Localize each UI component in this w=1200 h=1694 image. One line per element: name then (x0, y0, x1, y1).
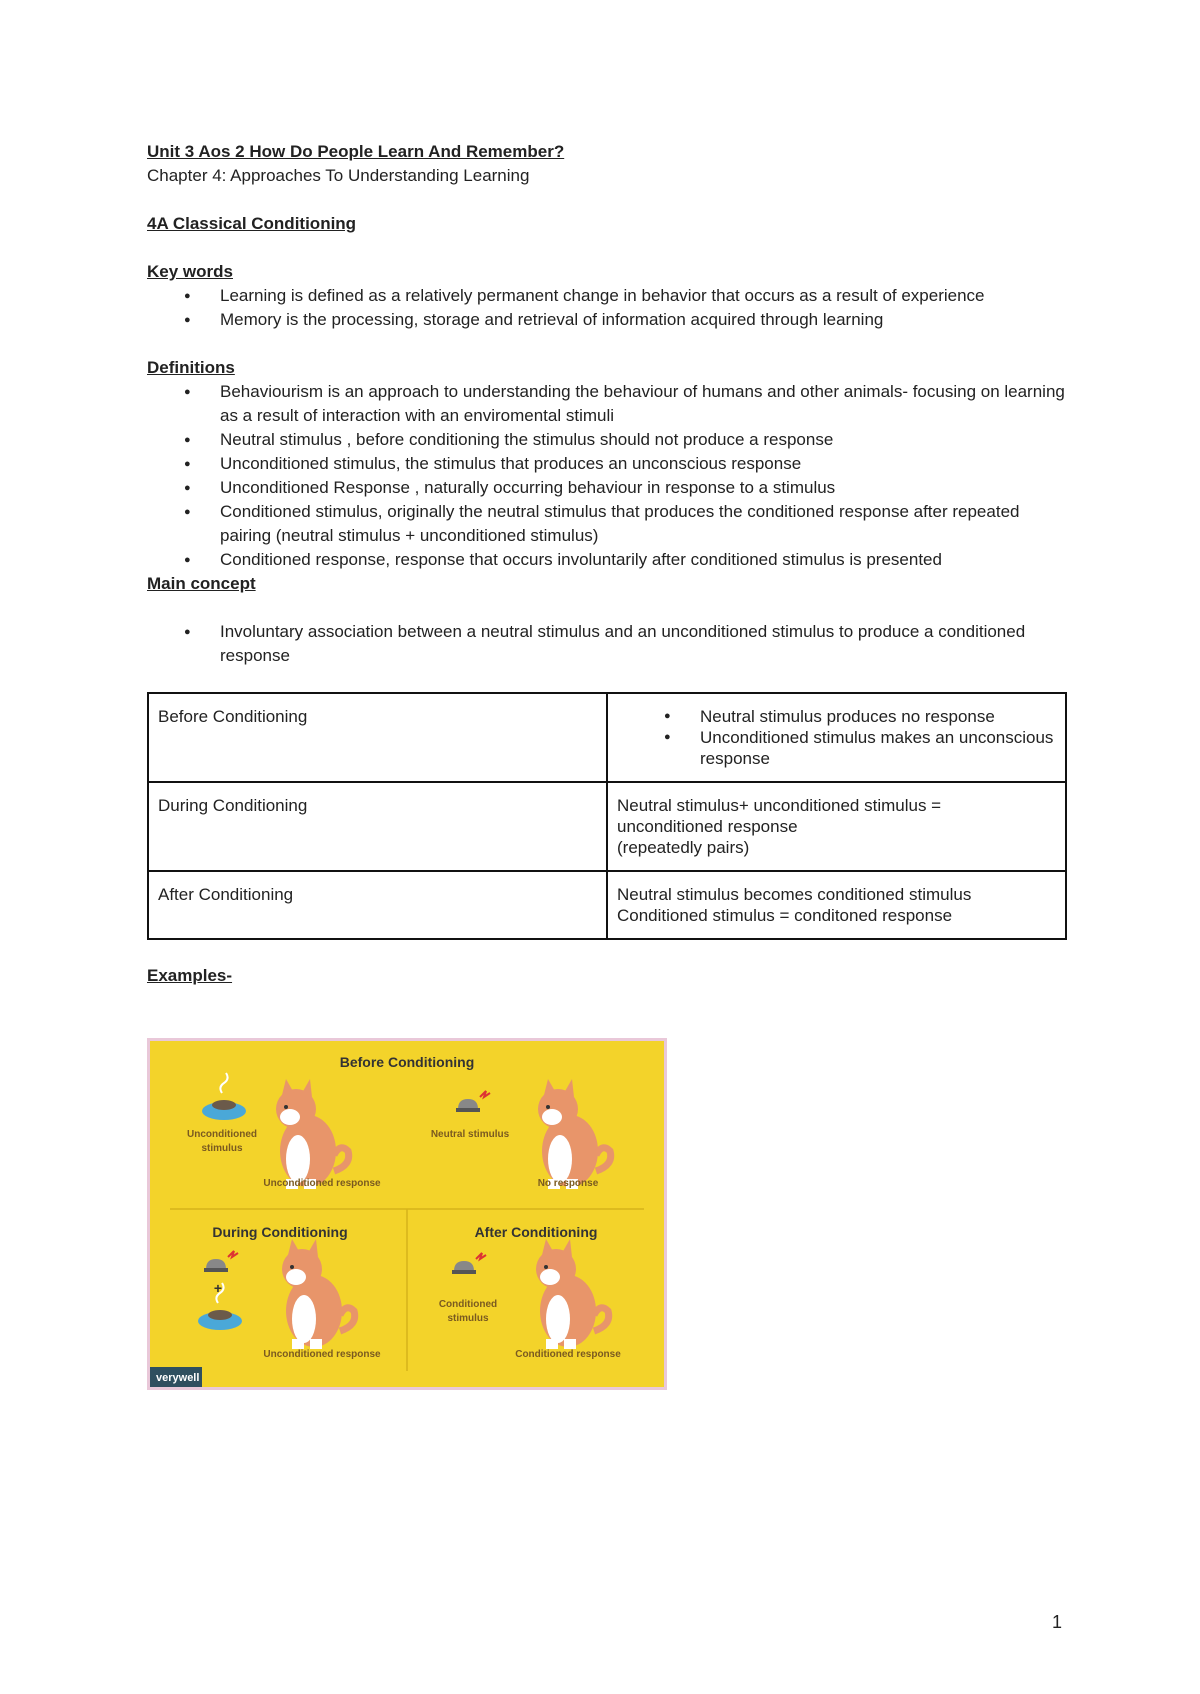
figure-label-unconditioned-stimulus: Unconditioned (187, 1129, 257, 1140)
bell-icon (456, 1091, 490, 1112)
definitions-list (147, 380, 1067, 572)
figure-label-conditioned-stimulus: stimulus (447, 1313, 489, 1324)
figure-label-unconditioned-response: Unconditioned response (263, 1178, 381, 1189)
table-cell-stage: Before Conditioning (148, 693, 607, 782)
figure-label-unconditioned-response: Unconditioned response (263, 1349, 381, 1360)
list-item: ● Memory is the processing, storage and retrieval of information acquired through learning (220, 308, 1067, 332)
list-item: ● Unconditioned Response , naturally occurring behaviour in response to a stimulus (220, 476, 1067, 500)
figure-illustration (150, 1041, 664, 1387)
table-cell-description (607, 693, 1066, 782)
main-concept-heading: Main concept (147, 574, 256, 593)
table-row (148, 782, 1066, 871)
bell-icon (204, 1251, 238, 1272)
table-cell-stage: After Conditioning (148, 871, 607, 939)
dog-icon (282, 1239, 355, 1349)
page-number: 1 (1052, 1612, 1063, 1632)
table-cell-stage: During Conditioning (148, 782, 607, 871)
table-row (148, 693, 1066, 782)
table-row (148, 871, 1066, 939)
list-item: ● Neutral stimulus produces no response (700, 706, 1056, 727)
key-words-heading: Key words (147, 262, 233, 281)
list-item: ● Unconditioned stimulus makes an unconscious response (700, 727, 1056, 769)
list-item: ● Involuntary association between a neutral stimulus and an unconditioned stimulus to produce a conditioned response (220, 620, 1067, 668)
food-bowl-icon (202, 1073, 246, 1120)
table-cell-description: Neutral stimulus+ unconditioned stimulus = unconditioned response (repeatedly pairs) (607, 782, 1066, 871)
key-words-list (147, 284, 1067, 332)
list-item: ● Unconditioned stimulus, the stimulus that produces an unconscious response (220, 452, 1067, 476)
figure-after-title: After Conditioning (474, 1224, 598, 1240)
table-cell-bullets (617, 706, 1056, 769)
figure-label-unconditioned-stimulus: stimulus (201, 1143, 243, 1154)
figure-label-conditioned-response: Conditioned response (515, 1349, 621, 1360)
list-item: ● Behaviourism is an approach to understanding the behaviour of humans and other animals- focusing on learning as a result of interaction with an enviromental stimuli (220, 380, 1067, 428)
figure-label-conditioned-stimulus: Conditioned (438, 1299, 498, 1310)
list-item: ● Conditioned stimulus, originally the neutral stimulus that produces the conditioned response after repeated pairing (neutral stimulus + unconditioned stimulus) (220, 500, 1067, 548)
section-heading: 4A Classical Conditioning (147, 214, 357, 233)
list-item: ● Conditioned response, response that occurs involuntarily after conditioned stimulus is presented (220, 548, 1067, 572)
dog-icon (538, 1079, 611, 1189)
bell-icon (452, 1253, 486, 1274)
dog-icon (536, 1239, 609, 1349)
document-title: Unit 3 Aos 2 How Do People Learn And Remember? (147, 142, 565, 161)
figure-label-neutral-stimulus: Neutral stimulus (430, 1129, 510, 1140)
examples-heading: Examples- (147, 966, 233, 985)
figure-plus-sign: + (213, 1280, 223, 1296)
brand-logo: verywell (156, 1372, 200, 1384)
figure-label-no-response: No response (537, 1178, 599, 1189)
document-page (147, 140, 1067, 988)
chapter-subtitle: Chapter 4: Approaches To Understanding Learning (147, 166, 530, 185)
classical-conditioning-figure (147, 1038, 667, 1390)
table-cell-description: Neutral stimulus becomes conditioned stimulus Conditioned stimulus = conditoned response (607, 871, 1066, 939)
list-item: ● Learning is defined as a relatively permanent change in behavior that occurs as a result of experience (220, 284, 1067, 308)
dog-icon (276, 1079, 349, 1189)
figure-before-title: Before Conditioning (339, 1054, 475, 1070)
conditioning-table (147, 692, 1067, 940)
main-concept-list (147, 620, 1067, 668)
figure-during-title: During Conditioning (212, 1224, 348, 1240)
definitions-heading: Definitions (147, 358, 235, 377)
list-item: ● Neutral stimulus , before conditioning the stimulus should not produce a response (220, 428, 1067, 452)
